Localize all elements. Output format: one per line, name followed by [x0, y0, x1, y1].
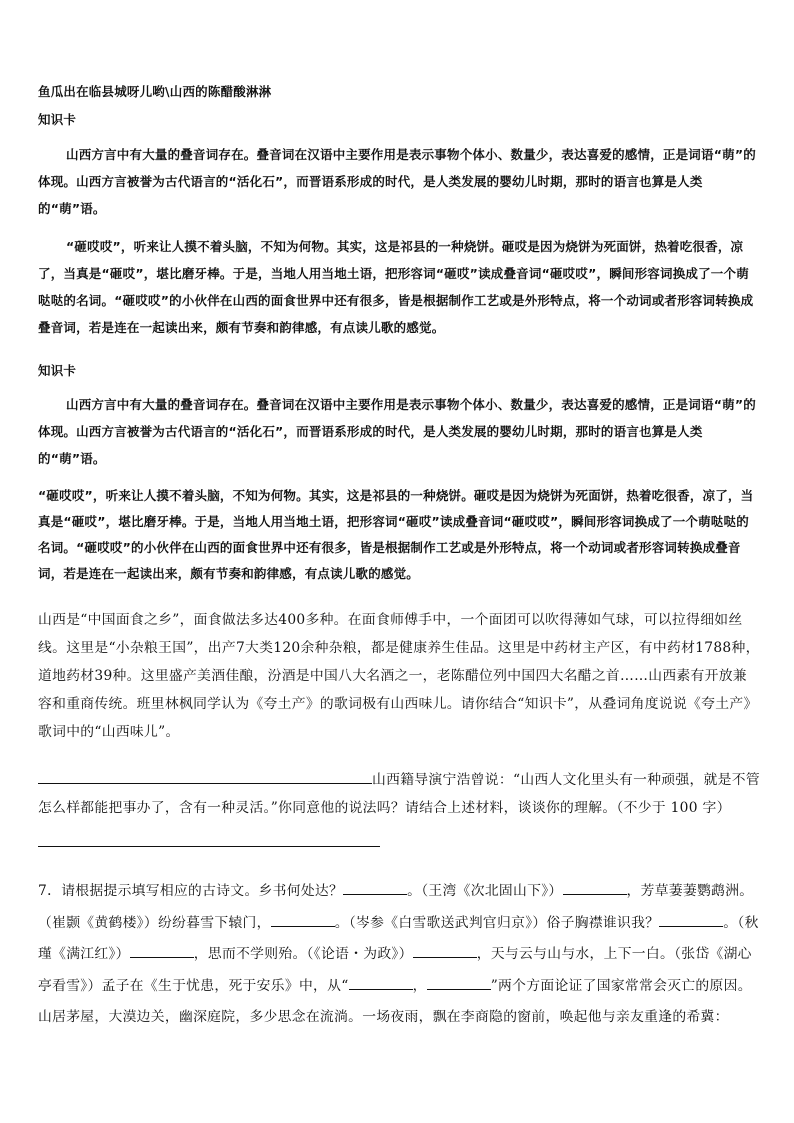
answer-line[interactable]: [38, 846, 380, 847]
knowledge-card-paragraph: 山西方言中有大量的叠音词存在。叠音词在汉语中主要作用是表示事物个体小、数量少，表达喜爱的感情，正是词语“萌”的体现。山西方言被誉为古代语言的“活化石”，而晋语系形成的时代，是人类发展的婴幼儿时期，那时的语言也算是人类的“萌”语。: [38, 147, 756, 216]
fill-blank[interactable]: [413, 956, 477, 958]
fill-blank[interactable]: [130, 956, 194, 958]
fill-blank[interactable]: [271, 925, 335, 927]
question-text: 。（岑参《白雪歌送武判官归京》）俗子胸襟谁识我？: [334, 914, 660, 931]
question-text: ，: [412, 977, 427, 994]
knowledge-card-paragraph: “砸哎哎”，听来让人摸不着头脑，不知为何物。其实，这是祁县的一种烧饼。砸哎是因为烧饼为死面饼，热着吃很香，凉了，当真是“砸哎”，堪比磨牙棒。于是，当地人用当地土语，把形容词“砸哎”读成叠音词“砸哎哎”，瞬间形容词换成了一个萌哒哒的名词。“砸哎哎”的小伙伴在山西的面食世界中还有很多，皆是根据制作工艺或是外形特点，将一个动词或者形容词转换成叠音词，若是连在一起读出来，颇有节奏和韵律感，有点读儿歌的感觉。: [38, 488, 754, 581]
question-text: 。（秋瑾《满江红》）: [38, 914, 759, 962]
fill-blank[interactable]: [349, 988, 413, 990]
director-question: 山西籍导演宁浩曾说：“山西人文化里头有一种顽强，就是不管怎么样都能把事办了，含有一种灵活。”你同意他的说法吗？请结合上述材料，谈谈你的理解。（不少于 100 字）: [38, 772, 760, 816]
question-text: 。（王湾《次北固山下》）: [407, 883, 563, 899]
fill-blank[interactable]: [343, 893, 407, 895]
question-text: ，芳草萋萋鹦鹉洲。（崔颢《黄鹤楼》）纷纷暮雪下辕门，: [38, 883, 754, 931]
answer-and-question-block: [38, 766, 760, 822]
shanxi-material-paragraph: 山西是“中国面食之乡”，面食做法多达400多种。在面食师傅手中，一个面团可以吹得薄如气球，可以拉得细如丝线。这里是“小杂粮王国”，出产7大类120余种杂粮，都是健康养生佳品。这里是中药材主产区，有中药材1788种，道地药材39种。这里盛产美酒佳酿，汾酒是中国八大名酒之一，老陈醋位列中国四大名醋之首……山西素有开放兼容和重商传统。班里林枫同学认为《夸土产》的歌词极有山西味儿。请你结合“知识卡”，从叠词角度说说《夸土产》歌词中的“山西味儿”。: [38, 612, 760, 740]
question-text: ，思而不学则殆。（《论语・为政》）: [193, 946, 413, 962]
song-lyric-line: 鱼瓜出在临县城呀儿哟\山西的陈醋酸淋淋: [38, 84, 272, 99]
knowledge-card-paragraph: “砸哎哎”，听来让人摸不着头脑，不知为何物。其实，这是祁县的一种烧饼。砸哎是因为烧饼为死面饼，热着吃很香，凉了，当真是“砸哎”，堪比磨牙棒。于是，当地人用当地土语，把形容词“砸哎”读成叠音词“砸哎哎”，瞬间形容词换成了一个萌哒哒的名词。“砸哎哎”的小伙伴在山西的面食世界中还有很多，皆是根据制作工艺或是外形特点，将一个动词或者形容词转换成叠音词，若是连在一起读出来，颇有节奏和韵律感，有点读儿歌的感觉。: [38, 239, 754, 335]
question-instruction: 请根据提示填写相应的古诗文。: [61, 883, 259, 899]
question-text: ，天与云与山与水，上下一白。（张岱《湖心亭看雪》）孟子在《生于忧患，死于安乐》中，从“: [38, 946, 752, 994]
fill-blank[interactable]: [427, 988, 491, 990]
knowledge-card-paragraph: 山西方言中有大量的叠音词存在。叠音词在汉语中主要作用是表示事物个体小、数量少，表达喜爱的感情，正是词语“萌”的体现。山西方言被誉为古代语言的“活化石”，而晋语系形成的时代，是人类发展的婴幼儿时期，那时的语言也算是人类的“萌”语。: [38, 397, 756, 466]
answer-blank[interactable]: [38, 782, 372, 784]
knowledge-card-label: 知识卡: [38, 363, 77, 378]
fill-blank[interactable]: [659, 925, 723, 927]
question-text: 乡书何处达？: [258, 883, 344, 899]
knowledge-card-label: 知识卡: [38, 112, 77, 127]
fill-blank[interactable]: [563, 893, 627, 895]
question-7: [38, 876, 760, 1034]
question-text: ”两个方面论证了国家常常会灭亡的原因。山居茅屋，大漠边关，幽深庭院，多少思念在流淌。一场夜雨，飘在李商隐的窗前，唤起他与亲友重逢的希冀：: [38, 977, 752, 1025]
question-number: 7．: [38, 883, 62, 899]
